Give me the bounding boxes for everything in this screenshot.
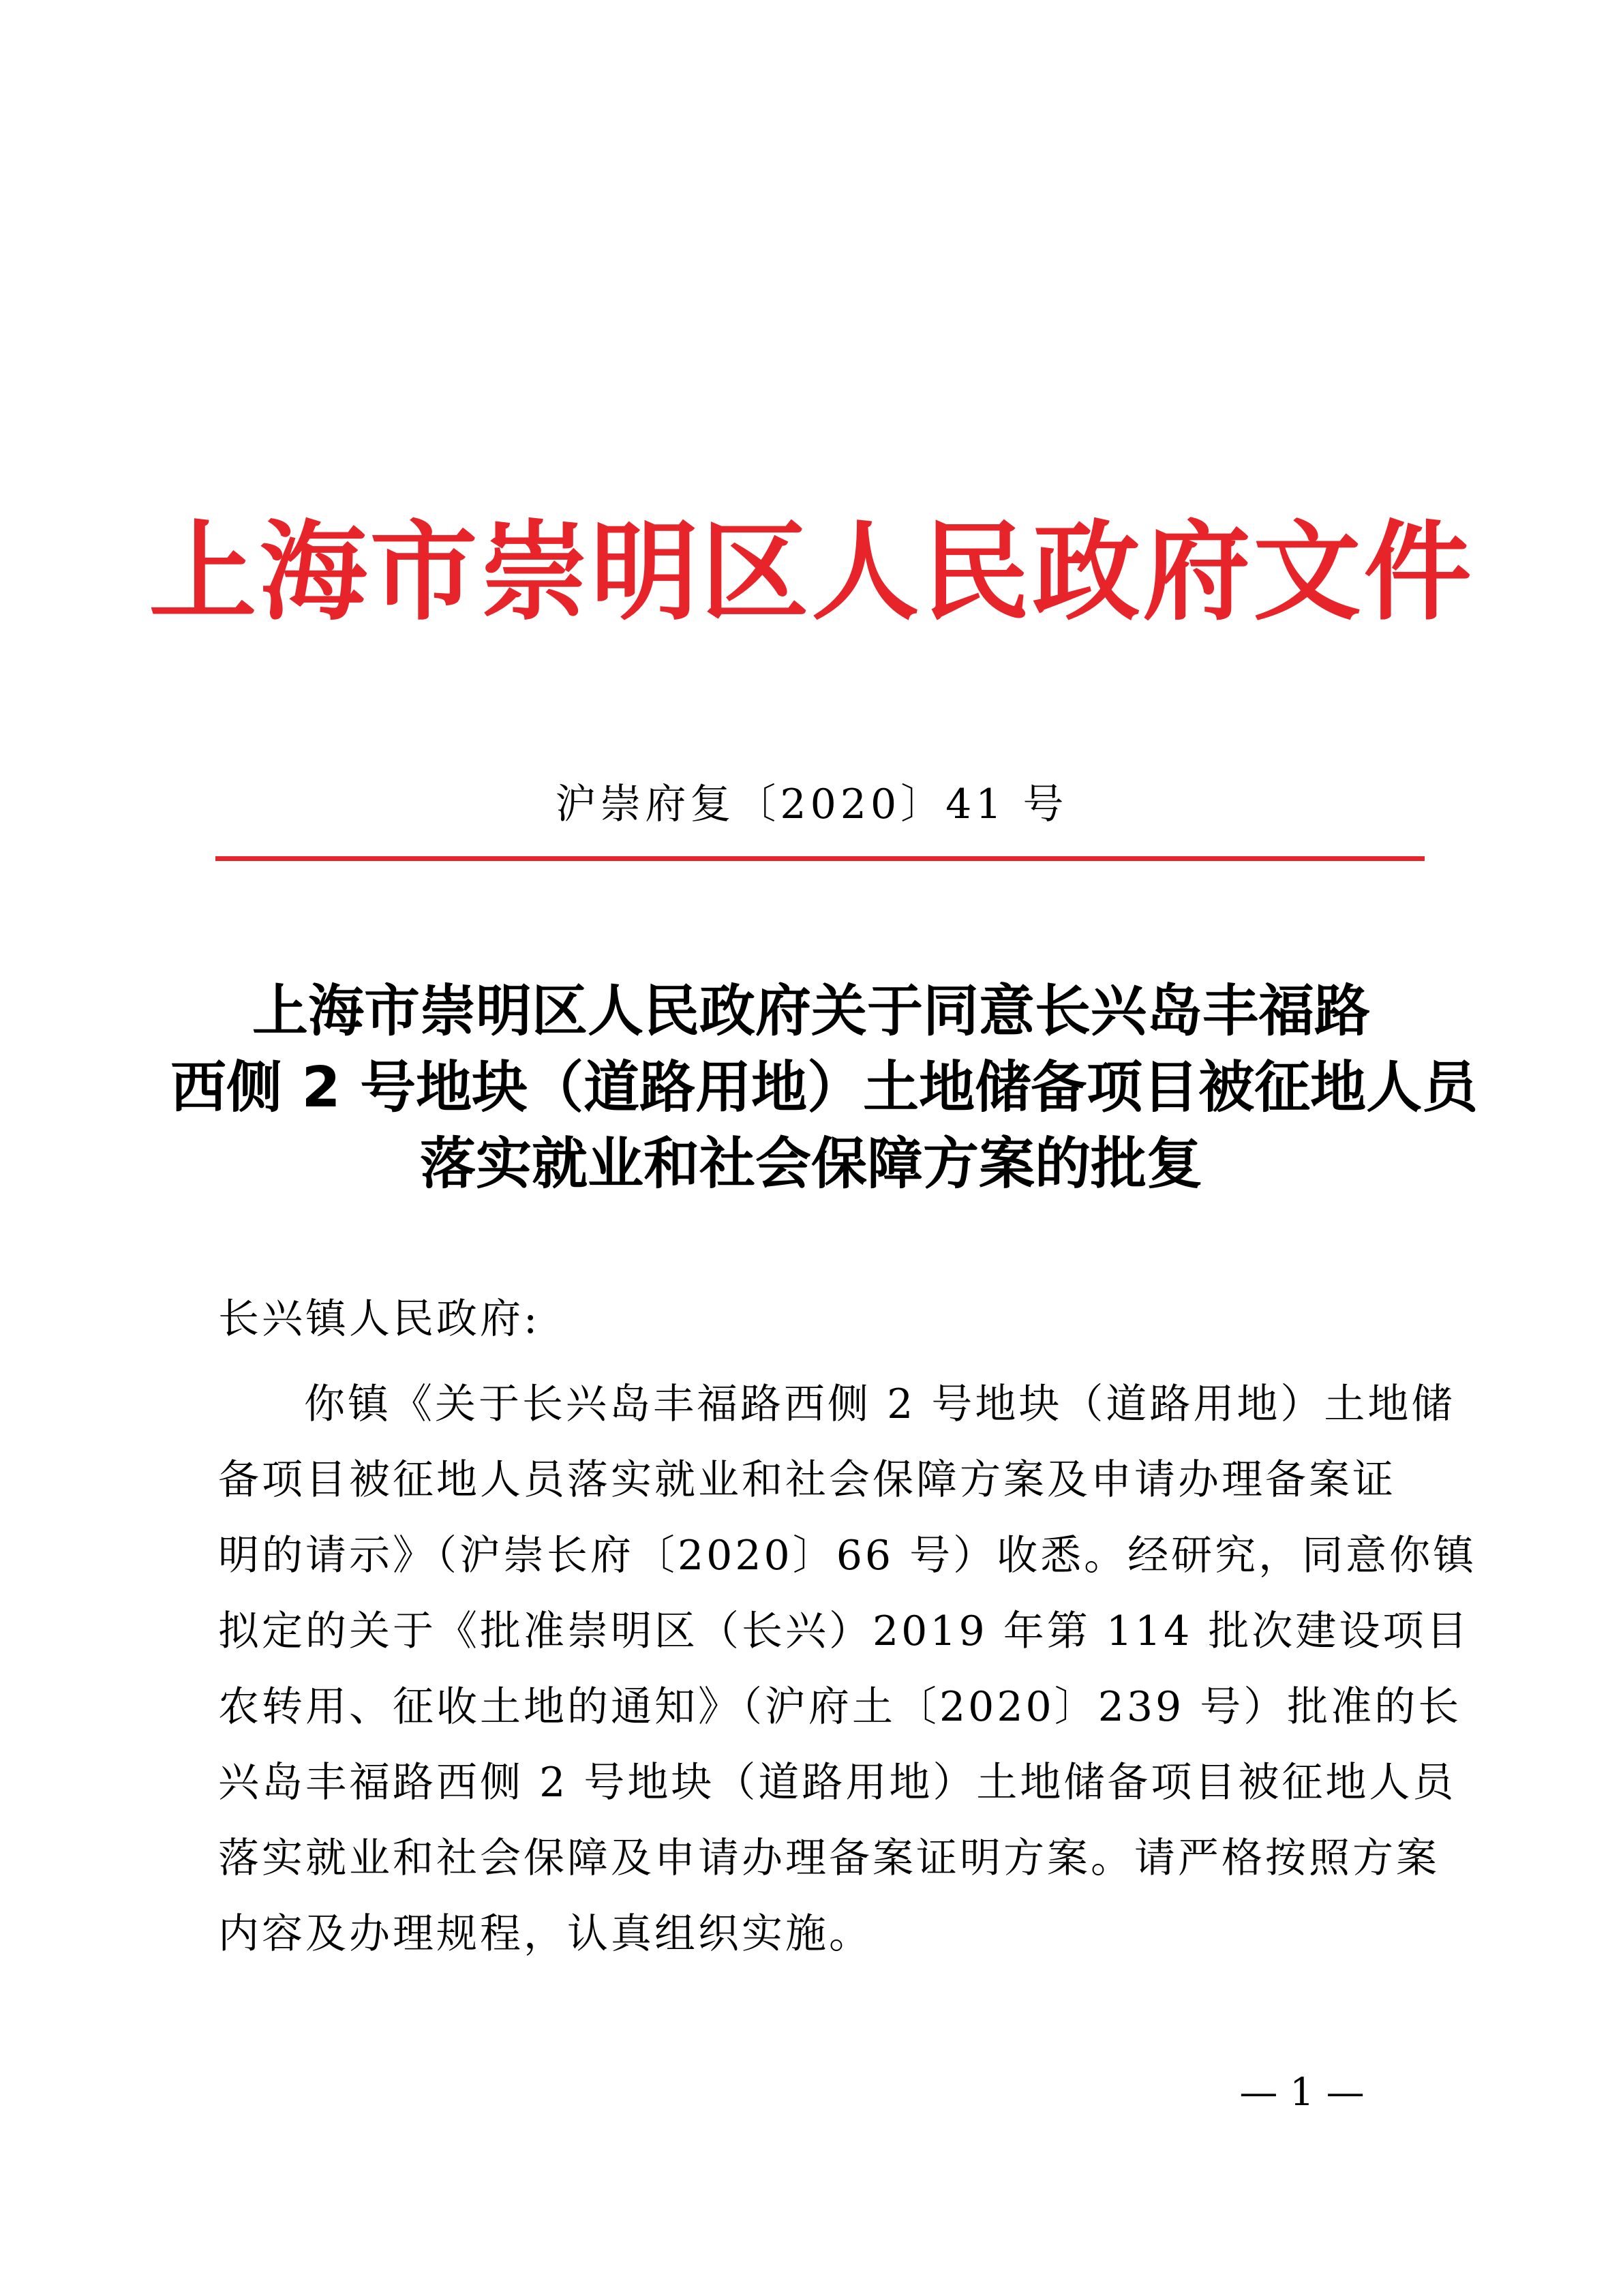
body-line: 你镇《关于长兴岛丰福路西侧 2 号地块（道路用地）土地储 xyxy=(304,1380,1455,1428)
body-paragraph xyxy=(218,1377,1477,1982)
body-line: 农转用、征收土地的通知》（沪府土〔2020〕239 号）批准的长 xyxy=(218,1683,1462,1731)
body-line: 落实就业和社会保障及申请办理备案证明方案。请严格按照方案 xyxy=(218,1834,1440,1882)
title-line: 落实就业和社会保障方案的批复 xyxy=(419,1132,1202,1196)
document-title xyxy=(170,973,1478,1203)
title-line: 上海市崇明区人民政府关于同意长兴岛丰福路 xyxy=(252,979,1370,1044)
body-line: 兴岛丰福路西侧 2 号地块（道路用地）土地储备项目被征地人员 xyxy=(218,1759,1457,1807)
salutation: 长兴镇人民政府: xyxy=(218,1295,541,1343)
body-line: 备项目被征地人员落实就业和社会保障方案及申请办理备案证 xyxy=(218,1456,1396,1504)
body-line: 拟定的关于《批准崇明区（长兴）2019 年第 114 批次建设项目 xyxy=(218,1607,1470,1655)
red-divider-line xyxy=(215,856,1425,861)
document-masthead: 上海市崇明区人民政府文件 xyxy=(149,509,1474,635)
page-number: — 1 — xyxy=(1239,2070,1365,2115)
document-number: 沪崇府复〔2020〕41 号 xyxy=(555,781,1068,828)
body-line: 明的请示》（沪崇长府〔2020〕66 号）收悉。经研究，同意你镇 xyxy=(218,1532,1477,1580)
body-line: 内容及办理规程，认真组织实施。 xyxy=(218,1910,873,1958)
title-line: 西侧 2 号地块（道路用地）土地储备项目被征地人员 xyxy=(170,1055,1478,1120)
